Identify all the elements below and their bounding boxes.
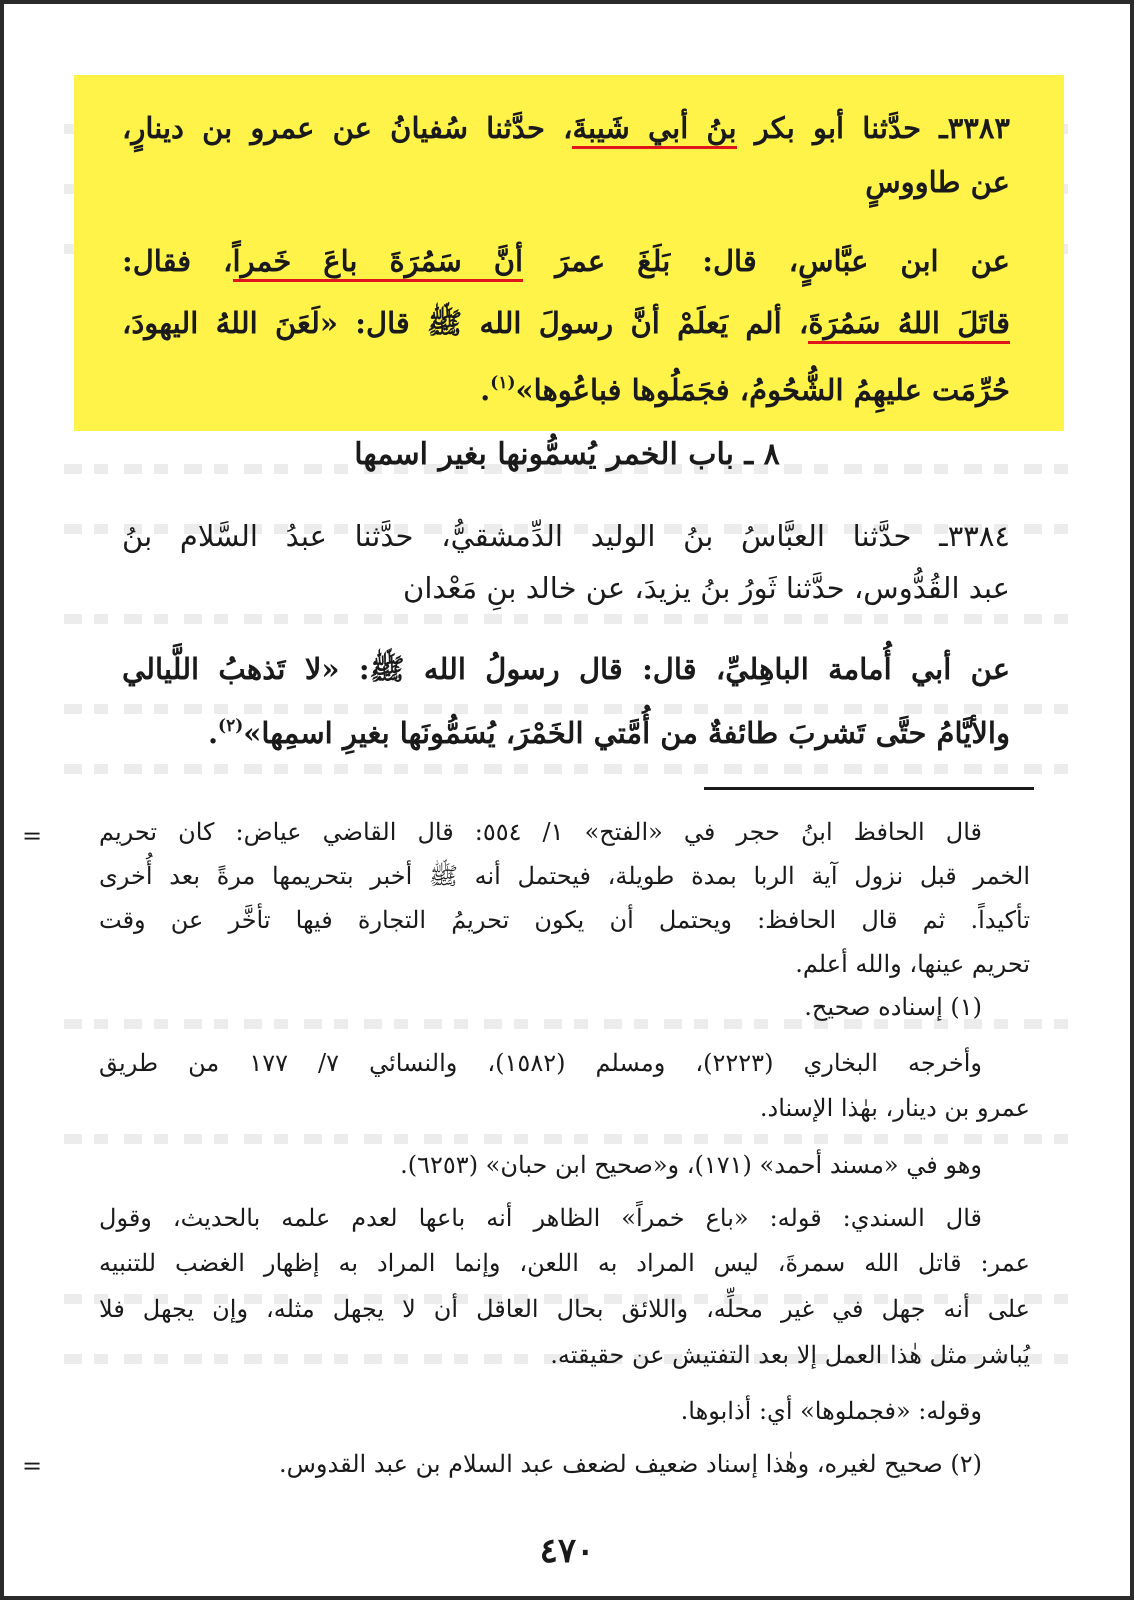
hadith-3384-line-3: عن أبي أُمامة الباهِليِّ، قال: قال رسولُ الله ﷺ: «لا تَذهبُ اللَّيالي — [122, 652, 1010, 686]
hadith-3383-line-3: عن ابن عبَّاسٍ، قال: بَلَغَ عمرَ أنَّ سَمُرَةَ باعَ خَمراً، فقال: — [122, 239, 1010, 283]
footnote-1-line-9: وقوله: «فجملوها» أي: أذابوها. — [680, 1397, 982, 1425]
footnote-continuation-line-2: الخمر قبل نزول آية الربا بمدة طويلة، فيحتمل أنه ﷺ أخبر بتحريمها مرةً بعد أُخرى — [99, 862, 1031, 890]
hadith-3383-line-1: ٣٣٨٣ـ حدَّثنا أبو بكر بنُ أبي شَيبةَ، حدَّثنا سُفيانُ عن عمرو بن دينارٍ، — [122, 106, 1010, 150]
footnote-2-line-1: (٢) صحيح لغيره، وهٰذا إسناد ضعيف لضعف عبد السلام بن عبد القدوس. — [278, 1450, 982, 1478]
footnote-separator — [704, 787, 1034, 790]
underlined-phrase-sold-wine: أنَّ سَمُرَةَ باعَ خَمراً — [233, 244, 524, 282]
footnote-continuation-line-1: قال الحافظ ابنُ حجر في «الفتح» ١/ ٥٥٤: قال القاضي عياض: كان تحريم — [99, 818, 982, 846]
footnote-1-line-6: عمر: قاتل الله سمرةَ، ليس المراد به اللعن، وإنما المراد به إظهار الغضب للتنبيه — [99, 1249, 1030, 1277]
hadith-3384-line-1: ٣٣٨٤ـ حدَّثنا العبَّاسُ بنُ الوليد الدِّمشقيُّ، حدَّثنا عبدُ السَّلام بنُ — [122, 519, 1010, 553]
hadith-3383-line-2: عن طاووسٍ — [865, 165, 1010, 199]
footnote-1-line-3: عمرو بن دينار، بهٰذا الإسناد. — [759, 1094, 1030, 1122]
continuation-mark-bottom: = — [22, 1452, 43, 1480]
hadith-3384-line-2: عبد القُدُّوس، حدَّثنا ثَورُ بنُ يزيدَ، عن خالد بنِ مَعْدان — [403, 571, 1010, 605]
underlined-phrase-curse: قاتَلَ اللهُ سَمُرَةَ — [808, 306, 1010, 344]
page-content — [4, 4, 1130, 1596]
chapter-heading: ٨ ـ باب الخمر يُسمُّونها بغير اسمها — [354, 437, 780, 472]
footnote-1-line-5: قال السندي: قوله: «باع خمراً» الظاهر أنه باعها لعدم علمه بالحديث، وقول — [99, 1204, 982, 1232]
footnote-1-line-8: يُباشر مثل هٰذا العمل إلا بعد التفتيش عن حقيقته. — [550, 1341, 1030, 1369]
continuation-mark-top: = — [22, 822, 43, 850]
underlined-narrator: بنُ أبي شَيبةَ — [572, 111, 736, 149]
footnote-1-line-2: وأخرجه البخاري (٢٢٢٣)، ومسلم (١٥٨٢)، والنسائي ٧/ ١٧٧ من طريق — [99, 1049, 983, 1077]
footnote-ref-1: (١) — [490, 373, 516, 393]
hadith-3383-line-4: قاتَلَ اللهُ سَمُرَةَ، ألم يَعلَمْ أنَّ رسولَ الله ﷺ قال: «لَعَنَ اللهُ اليهودَ، — [122, 301, 1010, 345]
footnote-1-line-1: (١) إسناده صحيح. — [804, 993, 982, 1021]
footnote-ref-2: (٢) — [218, 716, 244, 736]
hadith-3384-line-4: والأيَّامُ حتَّى تَشربَ طائفةٌ من أُمَّتي الخَمْرَ، يُسَمُّونَها بغيرِ اسمِها»$^{(٢)}$. — [207, 716, 1010, 750]
footnote-1-line-4: وهو في «مسند أحمد» (١٧١)، و«صحيح ابن حبان» (٦٢٥٣). — [400, 1151, 982, 1179]
footnote-continuation-line-3: تأكيداً. ثم قال الحافظ: ويحتمل أن يكون تحريمُ التجارة فيها تأخَّر عن وقت — [99, 906, 1030, 934]
page-number: ٤٧٠ — [539, 1531, 595, 1571]
hadith-3383-line-5: حُرِّمَت عليهِمُ الشُّحُومُ، فجَمَلُوها فباعُوها»$^{(١)}$. — [480, 373, 1010, 407]
footnote-continuation-line-4: تحريم عينها، والله أعلم. — [795, 950, 1030, 978]
footnote-1-line-7: على أنه جهل في غير محلِّه، واللائق بحال العاقل أن لا يجهل مثله، وإن يجهل فلا — [99, 1295, 1030, 1323]
